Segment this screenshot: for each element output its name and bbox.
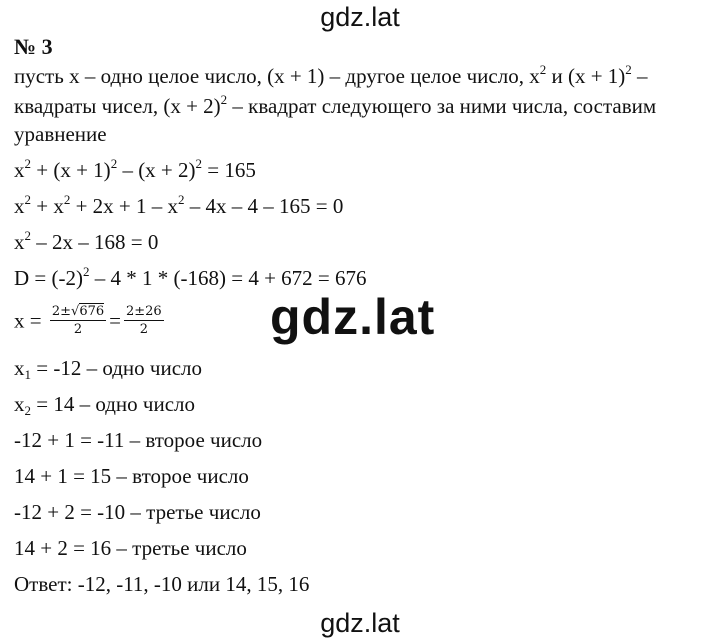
math-text: x [14, 356, 25, 380]
math-text: x [14, 230, 25, 254]
problem-number: № 3 [14, 34, 53, 59]
math-text: + 2x + 1 – x [70, 194, 179, 218]
math-text: 2± [51, 304, 72, 319]
second-number-1: -12 + 1 = -11 – второе число [14, 428, 263, 452]
math-text: D = (-2) [14, 266, 83, 290]
math-text: x [14, 194, 25, 218]
fraction-numerator: 2±26 [125, 304, 162, 319]
equation-1 [14, 158, 256, 183]
fraction-denominator: 2 [73, 322, 83, 337]
fraction-2 [124, 304, 164, 337]
subscript: 2 [24, 403, 31, 418]
exponent: 2 [24, 228, 31, 243]
exponent: 2 [195, 156, 203, 171]
math-text: – (x + 2) [117, 158, 196, 182]
watermark-top: gdz.lat [320, 2, 400, 32]
math-text: + x [31, 194, 64, 218]
sqrt-symbol: √ [71, 304, 80, 319]
radicand: 676 [79, 304, 105, 319]
exponent: 2 [220, 92, 228, 107]
exponent: 2 [63, 192, 71, 207]
third-number-2: 14 + 2 = 16 – третье число [14, 536, 247, 560]
root-2 [14, 392, 195, 417]
third-number-1: -12 + 2 = -10 – третье число [14, 500, 261, 524]
exponent: 2 [24, 156, 31, 171]
equation-3 [14, 230, 158, 255]
intro-line-1 [14, 64, 648, 89]
watermark-center: gdz.lat [270, 289, 436, 345]
exponent: 2 [24, 192, 31, 207]
math-text: – 2x – 168 = 0 [31, 230, 159, 254]
fraction-denominator: 2 [139, 322, 148, 337]
exponent: 2 [110, 156, 118, 171]
exponent: 2 [539, 62, 547, 77]
answer-line: Ответ: -12, -11, -10 или 14, 15, 16 [14, 572, 310, 596]
intro-text: – [631, 64, 648, 88]
exponent: 2 [83, 264, 90, 279]
intro-line-2 [14, 94, 656, 119]
root-1 [14, 356, 202, 381]
equation-roots-formula [14, 306, 167, 339]
equation-2 [14, 194, 343, 219]
watermark-bottom: gdz.lat [320, 608, 400, 638]
math-text: + (x + 1) [31, 158, 111, 182]
math-text: = -12 – одно число [31, 356, 203, 380]
math-text: = [109, 308, 121, 333]
math-text: – 4x – 4 – 165 = 0 [184, 194, 344, 218]
exponent: 2 [625, 62, 632, 77]
math-text: x [14, 158, 25, 182]
intro-text: и (x + 1) [546, 64, 626, 88]
math-text: = 165 [202, 158, 256, 182]
second-number-2: 14 + 1 = 15 – второе число [14, 464, 249, 488]
intro-line-3: уравнение [14, 122, 107, 146]
exponent: 2 [178, 192, 185, 207]
math-text: x = [14, 308, 47, 333]
subscript: 1 [24, 367, 31, 382]
math-text: – 4 * 1 * (-168) = 4 + 672 = 676 [89, 266, 367, 290]
math-text: = 14 – одно число [31, 392, 196, 416]
fraction-1 [50, 304, 106, 337]
intro-text: – квадрат следующего за ними числа, составим [227, 94, 657, 118]
intro-text: пусть x – одно целое число, (x + 1) – другое целое число, x [14, 64, 540, 88]
math-text: x [14, 392, 25, 416]
intro-text: квадраты чисел, (x + 2) [14, 94, 221, 118]
fraction-numerator [50, 304, 106, 321]
